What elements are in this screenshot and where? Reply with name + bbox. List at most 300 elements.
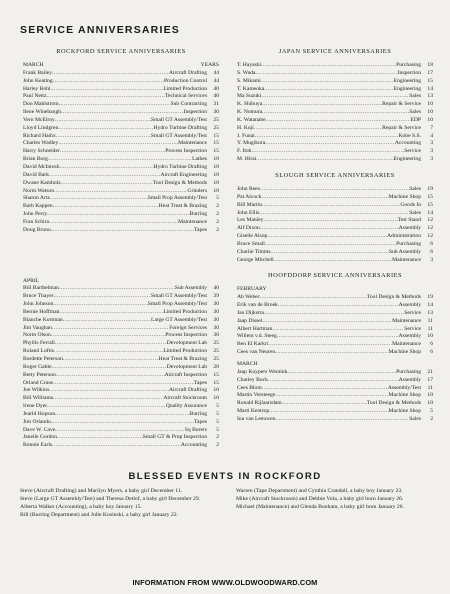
department: Burring: [189, 211, 207, 218]
employee-name: Bernie Hoffman: [23, 308, 60, 315]
anniversary-row: [237, 133, 433, 141]
anniversary-row: [23, 285, 219, 293]
dot-leader: [261, 78, 394, 86]
anniversary-row: [23, 164, 219, 172]
dot-leader: [53, 203, 159, 211]
department: Large GT Assembly/Test: [151, 316, 207, 323]
years-of-service: 40: [213, 285, 219, 292]
years-of-service: 30: [213, 316, 219, 323]
department: Sales: [409, 109, 421, 116]
employee-name: Alf Dixon: [237, 225, 260, 232]
employee-name: Don Mahlstrom: [23, 101, 59, 108]
anniversary-row: [23, 372, 219, 380]
dot-leader: [251, 148, 404, 156]
dot-leader: [260, 186, 409, 194]
years-of-service: 15: [213, 148, 219, 155]
slough-heading: SLOUGH SERVICE ANNIVERSARIES: [275, 171, 395, 179]
years-of-service: 5: [430, 408, 433, 415]
dot-leader: [58, 125, 153, 133]
years-of-service: 25: [213, 116, 219, 123]
employee-name: John Ellis: [237, 209, 260, 216]
department: Goods In: [400, 201, 421, 208]
years-of-service: 21: [427, 368, 433, 375]
employee-name: Ab Weber: [237, 294, 260, 301]
anniversary-row: [237, 400, 433, 408]
department: Engineering: [393, 156, 421, 163]
department: Burring: [189, 410, 207, 417]
february-label: FEBRUARY: [237, 286, 267, 293]
years-of-service: 3: [430, 256, 433, 263]
dot-leader: [262, 101, 382, 109]
years-of-service: 10: [213, 163, 219, 170]
anniversary-row: [237, 93, 433, 101]
years-of-service: 12: [427, 233, 433, 240]
employee-name: Sharon Artz: [23, 195, 50, 202]
anniversary-row: [237, 101, 433, 109]
employee-name: H. Kuji: [237, 124, 254, 131]
department: Assembly/Test: [387, 384, 421, 391]
years-of-service: 40: [213, 85, 219, 92]
department: Repair & Service: [382, 124, 421, 131]
employee-name: Jim Vaughan: [23, 324, 52, 331]
dot-leader: [55, 117, 151, 125]
dot-leader: [60, 148, 165, 156]
employee-name: K. Nomura: [237, 109, 263, 116]
dot-leader: [276, 416, 410, 424]
years-of-service: 10: [213, 387, 219, 394]
employee-name: Jim Orlando: [23, 418, 51, 425]
employee-name: John Rees: [237, 185, 260, 192]
anniversary-row: [23, 301, 219, 309]
anniversary-row: [237, 302, 433, 310]
dot-leader: [55, 340, 167, 348]
employee-name: Ina van Leeuwen: [237, 415, 276, 422]
anniversary-row: [23, 156, 219, 164]
employee-name: Cees Blom: [237, 384, 262, 391]
department: Machine Shop: [388, 408, 421, 415]
anniversary-row: [23, 442, 219, 450]
anniversary-row: [237, 318, 433, 326]
years-of-service: 13: [427, 93, 433, 100]
employee-name: Jan Dijkstra: [237, 309, 264, 316]
employee-name: Irene Dyer: [23, 403, 48, 410]
dot-leader: [51, 227, 194, 235]
department: Lathes: [192, 156, 207, 163]
department: Sales: [409, 415, 421, 422]
years-of-service: 17: [427, 69, 433, 76]
anniversary-row: [237, 241, 433, 249]
anniversary-row: [237, 86, 433, 94]
department: Sales: [409, 209, 421, 216]
blessed-events-title: BLESSED EVENTS IN ROCKFORD: [128, 471, 322, 482]
department: Process Inspection: [165, 332, 207, 339]
anniversary-row: [23, 117, 219, 125]
dot-leader: [277, 333, 399, 341]
dot-leader: [50, 195, 148, 203]
years-of-service: 6: [430, 349, 433, 356]
anniversary-row: [23, 293, 219, 301]
page-title: SERVICE ANNIVERSARIES: [20, 24, 180, 36]
department: Maintenance: [392, 341, 421, 348]
years-of-service: 6: [430, 240, 433, 247]
years-of-service: 30: [213, 308, 219, 315]
employee-name: John Perry: [23, 211, 48, 218]
department: Accounting: [394, 140, 421, 147]
anniversary-row: [237, 249, 433, 257]
dot-leader: [52, 70, 169, 78]
employee-name: Y. Mugikura: [237, 140, 266, 147]
hoofddorp-march-label: MARCH: [237, 361, 258, 367]
dot-leader: [61, 109, 184, 117]
employee-name: David McIntosh: [23, 163, 60, 170]
employee-name: Bill Williams: [23, 395, 53, 402]
anniversary-row: [23, 180, 219, 188]
dot-leader: [287, 369, 396, 377]
employee-name: Roland Loftis: [23, 348, 54, 355]
years-of-service: 10: [427, 392, 433, 399]
department: Tapes: [194, 418, 207, 425]
employee-name: T. Hayashi: [237, 62, 262, 68]
blessed-event: Warren (Tape Department) and Cynthia Crandall, a baby boy January 23.: [236, 488, 403, 494]
department: Aircraft Drafting: [168, 387, 207, 394]
department: Sub Assembly: [174, 285, 207, 292]
department: Aircraft Stockroom: [163, 395, 207, 402]
department: Engineering: [393, 85, 421, 92]
employee-name: Roger Gable: [23, 363, 52, 370]
years-of-service: 25: [213, 356, 219, 362]
department: Small Prop Assembly/Test: [147, 195, 207, 202]
years-of-service: 2: [430, 415, 433, 422]
employee-name: Norm Olson: [23, 332, 51, 339]
dot-leader: [63, 317, 151, 325]
department: Accounting: [180, 442, 207, 449]
years-of-service: 44: [213, 69, 219, 76]
employee-name: John Johnson: [23, 301, 54, 308]
department: Process Inspection: [165, 148, 207, 155]
dot-leader: [49, 387, 169, 395]
employee-name: Blanche Kortman: [23, 316, 63, 323]
dot-leader: [261, 62, 396, 70]
years-of-service: 5: [216, 410, 219, 417]
years-of-service: 20: [213, 363, 219, 370]
years-of-service: 10: [213, 171, 219, 178]
years-of-service: 11: [427, 325, 433, 332]
years-of-service: 2: [216, 434, 219, 441]
department: Foreign Services: [169, 324, 207, 331]
department: Tool Design & Methods: [366, 400, 421, 407]
anniversary-row: [237, 369, 433, 377]
department: Maintenance: [392, 256, 421, 263]
department: Heat Treat & Brazing: [158, 203, 207, 210]
dot-leader: [58, 140, 178, 148]
employee-name: Jearld Hopson: [23, 410, 56, 417]
anniversary-row: [23, 227, 219, 235]
department: Purchasing: [396, 240, 421, 247]
department: Small GT & Prop Inspection: [142, 434, 207, 441]
anniversary-row: [23, 133, 219, 141]
anniversary-row: [23, 403, 219, 411]
department: Assembly: [398, 302, 421, 309]
employee-name: Ilene Winebaugh: [23, 109, 62, 116]
department: Sq Borers: [184, 426, 207, 433]
dot-leader: [51, 419, 194, 427]
dot-leader: [255, 70, 397, 78]
anniversary-row: [237, 210, 433, 218]
employee-name: Charles Wadley: [23, 140, 59, 147]
department: Machine Shop: [388, 392, 421, 399]
dot-leader: [266, 117, 411, 125]
anniversary-row: [237, 294, 433, 302]
dot-leader: [48, 156, 192, 164]
blessed-event: Bill (Burring Department) and Julie Kosinski, a baby girl January 22.: [20, 512, 178, 519]
years-of-service: 15: [213, 132, 219, 139]
dot-leader: [52, 325, 169, 333]
dot-leader: [275, 392, 388, 400]
years-of-service: 15: [213, 379, 219, 386]
department: Purchasing: [396, 368, 421, 375]
anniversary-row: [237, 408, 433, 416]
anniversary-row: [23, 364, 219, 372]
department: Grinders: [187, 187, 207, 194]
department: Sales: [409, 93, 421, 100]
anniversary-row: [23, 195, 219, 203]
years-of-service: 11: [427, 317, 433, 324]
dot-leader: [262, 318, 392, 326]
blessed-event: Michael (Maintenance) and Glenda Bonham, a baby girl born January 26.: [236, 504, 405, 511]
department: Production Control: [163, 77, 207, 84]
years-of-service: 14: [427, 209, 433, 216]
anniversary-row: [237, 140, 433, 148]
dot-leader: [278, 302, 399, 310]
dot-leader: [269, 408, 388, 416]
dot-leader: [59, 101, 171, 109]
dot-leader: [262, 109, 409, 117]
anniversary-row: [237, 109, 433, 117]
department: Test Stand: [397, 217, 421, 224]
dot-leader: [265, 241, 396, 249]
anniversary-row: [23, 140, 219, 148]
employee-name: Brian Borg: [23, 156, 48, 163]
years-of-service: 15: [427, 193, 433, 200]
department: Quality Assurance: [165, 403, 207, 410]
employee-name: Bill Martin: [237, 201, 263, 208]
years-of-service: 3: [430, 148, 433, 155]
anniversary-row: [23, 340, 219, 348]
anniversary-row: [23, 188, 219, 196]
employee-name: Ben El Karkri: [237, 341, 269, 348]
department: Administration: [387, 233, 421, 240]
employee-name: Jaap Dissel: [237, 317, 263, 324]
dot-leader: [59, 309, 163, 317]
department: EDP: [410, 116, 421, 123]
department: Assembly: [398, 333, 421, 340]
department: Aircraft Inspection: [164, 371, 207, 378]
department: Hydro Turbine Drafting: [153, 124, 207, 131]
japan-heading: JAPAN SERVICE ANNIVERSARIES: [278, 48, 392, 55]
years-of-service: 15: [427, 77, 433, 84]
years-of-service: 44: [213, 77, 219, 84]
years-of-service: 25: [213, 340, 219, 347]
employee-name: Cees van Neuren: [237, 349, 276, 356]
years-of-service: 12: [427, 217, 433, 224]
department: Assembly: [398, 376, 421, 383]
dot-leader: [54, 188, 187, 196]
anniversary-row: [23, 86, 219, 94]
blessed-events-left: [20, 487, 220, 519]
dot-leader: [46, 93, 165, 101]
dot-leader: [49, 219, 178, 227]
left-column: [23, 48, 219, 450]
employee-name: Bruce Thayer: [23, 293, 54, 300]
years-of-service: 2: [216, 203, 219, 210]
department: Development Lab: [166, 340, 207, 347]
years-of-service: 10: [213, 395, 219, 402]
dot-leader: [268, 377, 399, 385]
department: Machine Shop: [388, 193, 421, 200]
anniversary-row: [237, 156, 433, 164]
dot-leader: [56, 133, 151, 141]
anniversary-row: [237, 392, 433, 400]
employee-name: Ronald Rijlaarsdam: [237, 400, 282, 407]
dot-leader: [56, 372, 165, 380]
years-of-service: 10: [427, 116, 433, 123]
employee-name: S. Wada: [237, 69, 256, 76]
department: Development Lab: [166, 363, 207, 370]
employee-name: T. Kameoka: [237, 85, 265, 92]
anniversary-row: [23, 317, 219, 325]
employee-name: Phyllis Ferrall: [23, 340, 55, 347]
employee-name: Norm Watson: [23, 187, 54, 194]
dot-leader: [274, 257, 392, 265]
department: Small GT Assembly/Test: [150, 293, 207, 300]
years-of-service: 6: [430, 248, 433, 255]
employee-name: Bruce Small: [237, 240, 265, 247]
anniversary-row: [23, 411, 219, 419]
department: Tool Design & Methods: [152, 179, 207, 186]
years-of-service: 10: [213, 156, 219, 163]
department: Service: [404, 325, 421, 332]
years-of-service: 12: [427, 225, 433, 232]
dot-leader: [53, 380, 194, 388]
department: Limited Production: [163, 308, 207, 315]
anniversary-row: [237, 117, 433, 125]
department: Machine Shop: [388, 349, 421, 356]
years-of-service: 19: [427, 185, 433, 192]
years-of-service: 2: [216, 211, 219, 218]
anniversary-row: [23, 93, 219, 101]
department: Kobe S.S.: [398, 132, 421, 139]
employee-name: Joe Wilkins: [23, 387, 50, 394]
years-of-service: 30: [213, 109, 219, 116]
dot-leader: [49, 172, 161, 180]
anniversary-row: [23, 356, 219, 364]
department: Tapes: [194, 226, 207, 233]
department: Service: [404, 148, 421, 155]
employee-name: Dave W. Cave: [23, 426, 56, 433]
years-of-service: 13: [427, 309, 433, 316]
years-of-service: 5: [216, 403, 219, 410]
anniversary-row: [237, 217, 433, 225]
anniversary-row: [23, 70, 219, 78]
anniversary-row: [23, 101, 219, 109]
dot-leader: [53, 395, 163, 403]
footer-source: INFORMATION FROM WWW.OLDWOODWARD.COM: [132, 578, 318, 587]
employee-name: Burdette Peterson: [23, 356, 63, 362]
dot-leader: [259, 210, 409, 218]
years-of-service: 30: [213, 301, 219, 308]
dot-leader: [55, 427, 185, 435]
anniversary-row: [237, 186, 433, 194]
employee-name: Jaap Kuypers Wentink: [237, 368, 288, 375]
employee-name: Richard Hadix: [23, 132, 56, 139]
years-of-service: 6: [430, 341, 433, 348]
department: Heat Treat & Brazing: [158, 356, 207, 362]
anniversary-row: [237, 341, 433, 349]
dot-leader: [53, 78, 164, 86]
department: Aircraft Drafting: [168, 69, 207, 76]
anniversary-row: [237, 62, 433, 70]
dot-leader: [47, 403, 166, 411]
anniversary-row: [23, 325, 219, 333]
years-of-service: 30: [213, 324, 219, 331]
dot-leader: [282, 400, 367, 408]
japan-list: [237, 62, 433, 164]
years-of-service: 25: [213, 124, 219, 131]
department: Maintenance: [178, 140, 207, 147]
department: Maintenance: [178, 218, 207, 225]
employee-name: Betty Peterson: [23, 371, 56, 378]
dot-leader: [63, 356, 159, 364]
employee-name: Albert Hartman: [237, 325, 273, 332]
employee-name: Bill Barthelman: [23, 285, 59, 292]
department: Small Prop Assembly/Test: [147, 301, 207, 308]
employee-name: Ma Suzuki: [237, 93, 262, 100]
department: Limited Production: [163, 348, 207, 355]
years-of-service: 2: [216, 226, 219, 233]
anniversary-row: [237, 377, 433, 385]
years-of-service: 30: [213, 332, 219, 339]
employee-name: Willem v.d. Steeg: [237, 333, 277, 340]
department: Hydro Turbine Drafting: [153, 163, 207, 170]
years-of-service: 31: [213, 101, 219, 108]
dot-leader: [264, 217, 398, 225]
dot-leader: [60, 164, 154, 172]
anniversary-row: [23, 211, 219, 219]
department: Repair & Service: [382, 101, 421, 108]
anniversary-row: [237, 233, 433, 241]
rockford-heading: ROCKFORD SERVICE ANNIVERSARIES: [56, 48, 186, 55]
years-of-service: 14: [427, 302, 433, 309]
anniversary-row: [23, 219, 219, 227]
employee-name: Harley Bohl: [23, 85, 51, 92]
department: Aircraft Engineering: [160, 171, 207, 178]
employee-name: Les Manley: [237, 217, 264, 224]
employee-name: Paul Nettz: [23, 93, 47, 100]
rockford-march-header: [23, 62, 219, 70]
dot-leader: [59, 285, 175, 293]
employee-name: M. Hirai: [237, 156, 257, 163]
hoofddorp-march-list: [237, 369, 433, 424]
years-of-service: 3: [430, 156, 433, 163]
dot-leader: [267, 233, 387, 241]
years-of-service: 18: [427, 62, 433, 68]
employee-name: David Bark: [23, 171, 49, 178]
employee-name: Janelle Gordon: [23, 434, 58, 441]
dot-leader: [54, 348, 163, 356]
anniversary-row: [237, 125, 433, 133]
years-of-service: 11: [427, 384, 433, 391]
employee-name: K. Shibuya: [237, 101, 263, 108]
